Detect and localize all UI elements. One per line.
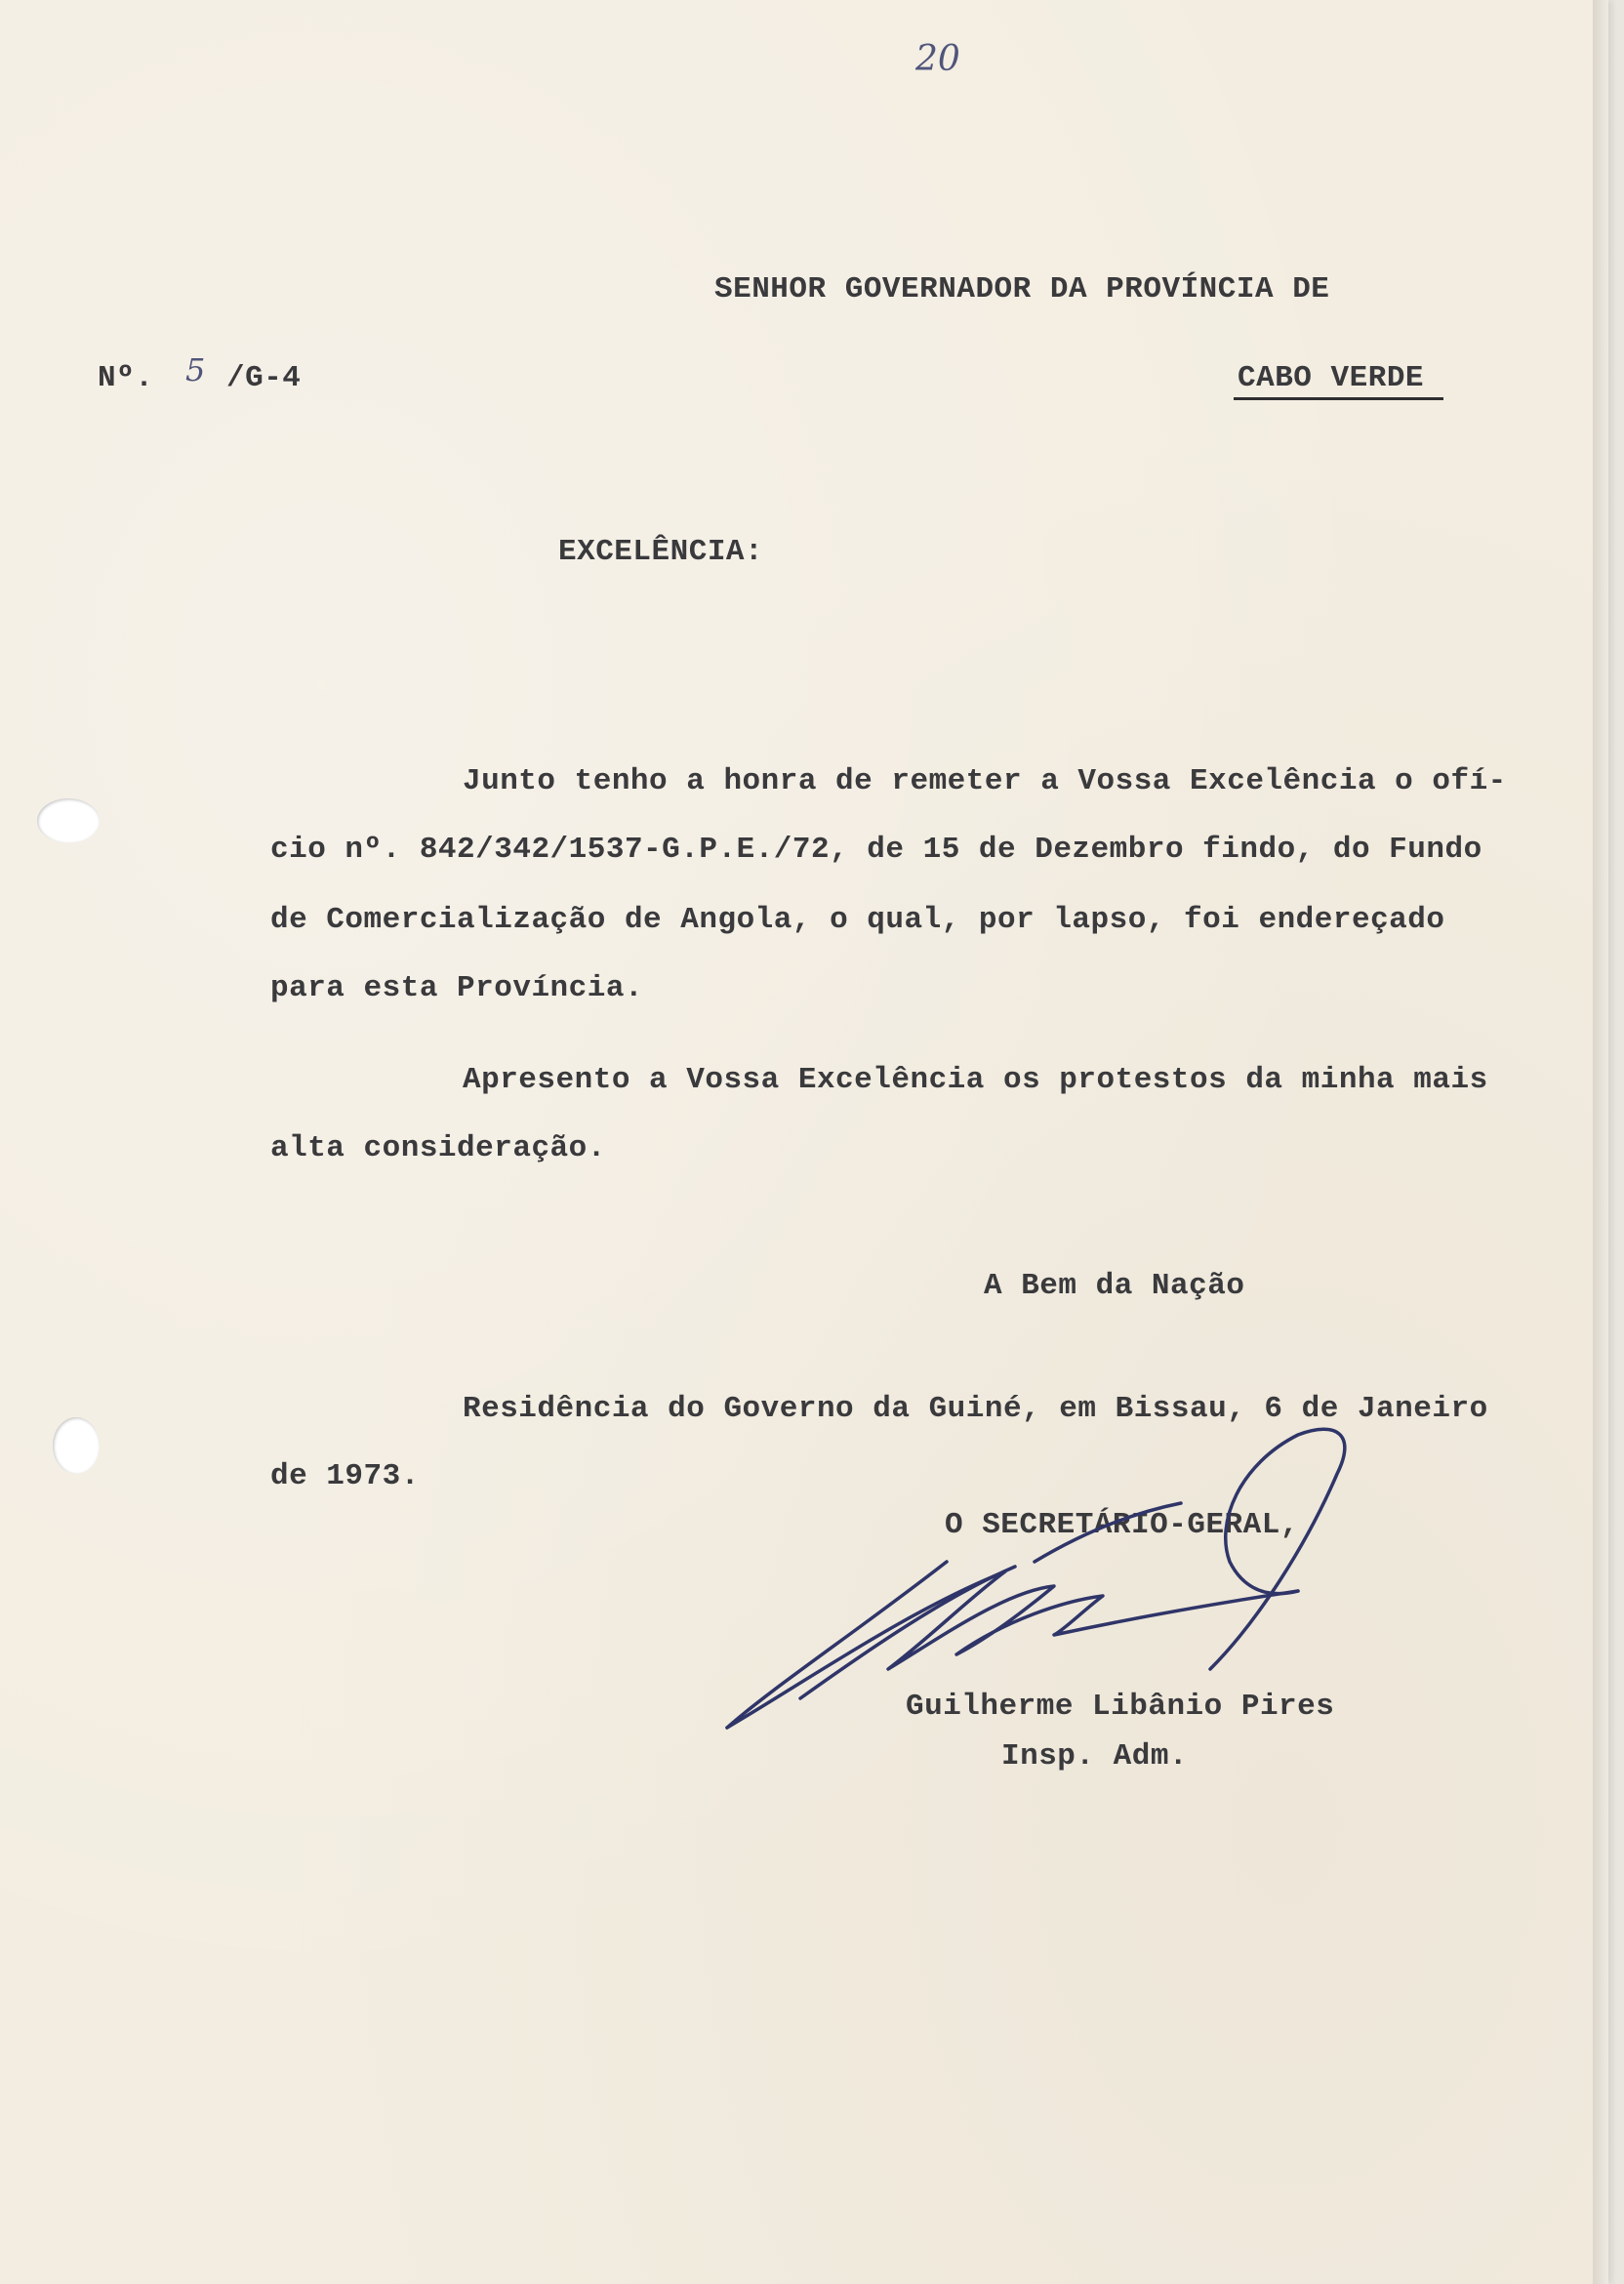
place-date-line: Residência do Governo da Guiné, em Bissau, 6 de Janeiro [463,1392,1488,1426]
punch-hole-bottom [53,1417,100,1474]
reference-prefix: Nº. [98,361,154,395]
body-line: Junto tenho a honra de remeter a Vossa Excelência o ofí- [463,764,1507,798]
addressee-line: SENHOR GOVERNADOR DA PROVÍNCIA DE [714,272,1330,306]
paper-edge [1593,0,1608,2284]
salutation: EXCELÊNCIA: [558,535,764,569]
body-line: cio nº. 842/342/1537-G.P.E./72, de 15 de Dezembro findo, do Fundo [270,833,1482,867]
signatory-name: Guilherme Libânio Pires [906,1690,1335,1724]
reference-handwritten-number: 5 [185,351,206,388]
closing-line: Apresento a Vossa Excelência os protestos da minha mais [463,1063,1488,1097]
closing-line: alta consideração. [270,1131,606,1165]
reference-suffix: /G-4 [226,361,302,395]
signatory-title: O SECRETÁRIO-GERAL, [945,1508,1299,1542]
signatory-role: Insp. Adm. [1001,1739,1189,1774]
body-line: de Comercialização de Angola, o qual, por lapso, foi endereçado [270,903,1445,937]
motto: A Bem da Nação [984,1269,1245,1303]
body-line: para esta Província. [270,971,644,1005]
destination: CABO VERDE [1234,361,1443,400]
punch-hole-top [37,798,100,843]
page-number: 20 [915,39,960,79]
handwritten-signature-icon [712,1396,1474,1747]
place-date-line: de 1973. [270,1459,420,1493]
